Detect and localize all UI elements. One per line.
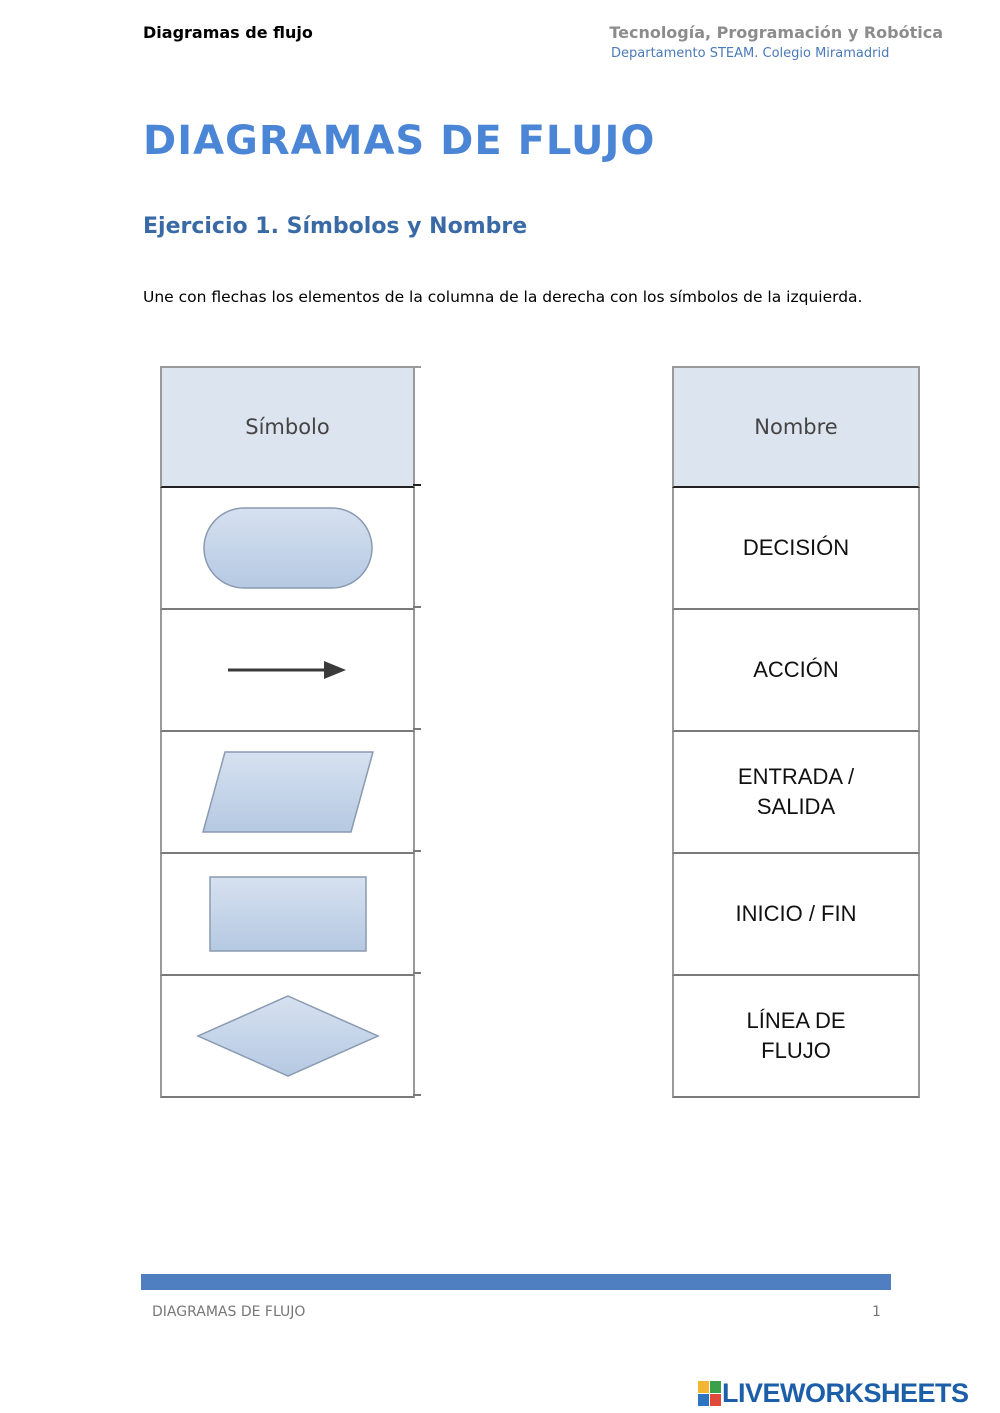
- diamond-icon: [196, 994, 380, 1078]
- names-table: [672, 366, 920, 1098]
- name-decision: DECISIÓN: [742, 535, 850, 560]
- names-header-label: Nombre: [754, 415, 838, 439]
- header-right: Tecnología, Programación y Robótica: [609, 23, 943, 42]
- name-cell-4[interactable]: [672, 854, 920, 976]
- name-cell-2[interactable]: [672, 610, 920, 732]
- name-cell-5[interactable]: [672, 976, 920, 1098]
- liveworksheets-icon: [698, 1381, 722, 1407]
- parallelogram-icon: [201, 750, 375, 834]
- footer-bar: [141, 1274, 891, 1290]
- symbol-cell-4[interactable]: [160, 854, 415, 976]
- arrow-icon: [226, 658, 350, 682]
- page-title: DIAGRAMAS DE FLUJO: [143, 118, 656, 164]
- names-header: [672, 366, 920, 488]
- header-subtitle: Departamento STEAM. Colegio Miramadrid: [611, 46, 890, 61]
- symbols-header: [160, 366, 415, 488]
- symbol-cell-5[interactable]: [160, 976, 415, 1098]
- name-entrada-salida: ENTRADA / SALIDA: [737, 764, 855, 819]
- liveworksheets-text: LIVEWORKSHEETS: [722, 1378, 969, 1408]
- liveworksheets-logo[interactable]: [698, 1378, 969, 1409]
- name-cell-1[interactable]: [672, 488, 920, 610]
- name-linea-flujo: LÍNEA DE FLUJO: [746, 1008, 846, 1063]
- name-inicio-fin: INICIO / FIN: [735, 901, 857, 926]
- page-number: 1: [872, 1304, 881, 1320]
- header-left: Diagramas de flujo: [143, 23, 313, 42]
- symbols-table: [160, 366, 421, 1098]
- exercise-title: Ejercicio 1. Símbolos y Nombre: [143, 214, 528, 239]
- rectangle-icon: [208, 875, 368, 953]
- symbol-cell-1[interactable]: [160, 488, 415, 610]
- symbols-header-label: Símbolo: [245, 415, 330, 439]
- instructions: Une con flechas los elementos de la columna de la derecha con los símbolos de la izquierda.: [143, 288, 863, 306]
- footer-title: DIAGRAMAS DE FLUJO: [152, 1304, 306, 1320]
- terminal-icon: [202, 506, 374, 590]
- symbol-cell-3[interactable]: [160, 732, 415, 854]
- symbol-cell-2[interactable]: [160, 610, 415, 732]
- name-accion: ACCIÓN: [753, 657, 839, 682]
- name-cell-3[interactable]: [672, 732, 920, 854]
